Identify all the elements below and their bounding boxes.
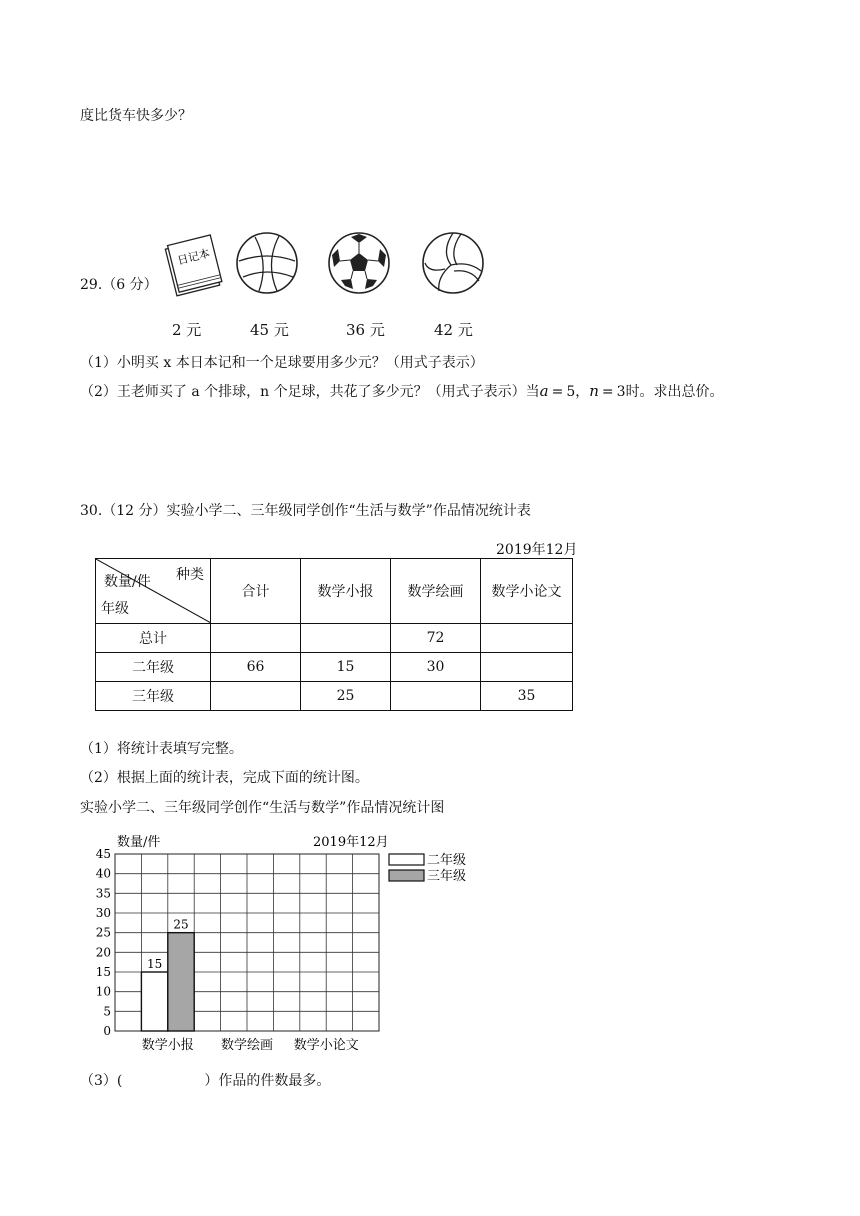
question-30-label: 30.（12 分）实验小学二、三年级同学创作“生活与数学”作品情况统计表 bbox=[80, 503, 531, 519]
table-cell[interactable] bbox=[391, 682, 481, 711]
statistics-table bbox=[95, 558, 573, 711]
y-tick-label: 45 bbox=[95, 847, 111, 861]
y-tick-label: 15 bbox=[95, 965, 111, 979]
table-column-header: 数学小论文 bbox=[481, 559, 573, 624]
table-cell[interactable] bbox=[481, 624, 573, 653]
volleyball-icon bbox=[421, 231, 485, 295]
question-29-sub1: （1）小明买 x 本日本记和一个足球要用多少元？（用式子表示） bbox=[80, 355, 484, 371]
bar-data-label: 15 bbox=[146, 957, 163, 971]
table-cell: 15 bbox=[301, 653, 391, 682]
y-tick-label: 0 bbox=[103, 1024, 111, 1038]
chart-y-ticks bbox=[96, 847, 111, 1038]
table-cell[interactable] bbox=[211, 682, 301, 711]
chart-date: 2019年12月 bbox=[313, 835, 389, 850]
table-header-corner bbox=[96, 559, 211, 624]
question-30-sub1: （1）将统计表填写完整。 bbox=[80, 741, 243, 757]
chart-x-categories bbox=[142, 1037, 359, 1053]
price-soccer-ball: 36 元 bbox=[346, 321, 385, 339]
table-column-header: 数学绘画 bbox=[391, 559, 481, 624]
table-row-label: 二年级 bbox=[96, 653, 211, 682]
corner-grade-label: 年级 bbox=[101, 601, 129, 617]
table-cell: 30 bbox=[391, 653, 481, 682]
legend-swatch bbox=[389, 870, 424, 881]
price-diary: 2 元 bbox=[172, 321, 202, 339]
y-tick-label: 30 bbox=[95, 906, 111, 920]
diary-cover-text: 日记本 bbox=[176, 246, 212, 268]
table-cell: 25 bbox=[301, 682, 391, 711]
table-row bbox=[96, 653, 573, 682]
question-29-sub2: （2）王老师买了 a 个排球，n 个足球，共花了多少元？（用式子表示）当a = 5，n = 3时。求出总价。 bbox=[80, 382, 724, 400]
diary-icon bbox=[160, 231, 226, 299]
x-category-label: 数学小论文 bbox=[293, 1038, 359, 1053]
corner-quantity-label: 数量/件 bbox=[104, 574, 151, 590]
legend-swatch bbox=[389, 854, 424, 865]
table-cell: 72 bbox=[391, 624, 481, 653]
table-cell[interactable] bbox=[211, 624, 301, 653]
legend-label: 二年级 bbox=[427, 853, 467, 868]
y-tick-label: 40 bbox=[95, 866, 111, 881]
table-cell[interactable] bbox=[301, 624, 391, 653]
chart-legend bbox=[389, 852, 466, 884]
y-tick-label: 35 bbox=[95, 886, 111, 901]
y-tick-label: 25 bbox=[95, 925, 111, 940]
y-tick-label: 20 bbox=[95, 945, 111, 960]
soccer-ball-icon bbox=[327, 231, 391, 295]
question-29-label: 29.（6 分） bbox=[80, 277, 158, 293]
table-date: 2019年12月 bbox=[496, 542, 578, 558]
table-row bbox=[96, 624, 573, 653]
price-basketball: 45 元 bbox=[250, 321, 289, 339]
table-column-header: 数学小报 bbox=[301, 559, 391, 624]
table-row-label: 总计 bbox=[96, 624, 211, 653]
question-30-sub2: （2）根据上面的统计表，完成下面的统计图。 bbox=[80, 770, 369, 786]
table-cell: 66 bbox=[211, 653, 301, 682]
table-row bbox=[96, 682, 573, 711]
question-30-sub3: （3）( ）作品的件数最多。 bbox=[80, 1073, 331, 1089]
legend-label: 三年级 bbox=[427, 869, 467, 884]
bar-二年级 bbox=[141, 972, 167, 1031]
table-cell: 35 bbox=[481, 682, 573, 711]
table-column-header: 合计 bbox=[211, 559, 301, 624]
bar-三年级 bbox=[168, 933, 194, 1031]
bar-chart bbox=[80, 826, 500, 1056]
bar-data-label: 25 bbox=[173, 917, 189, 932]
x-category-label: 数学小报 bbox=[141, 1038, 194, 1053]
x-category-label: 数学绘画 bbox=[220, 1038, 274, 1053]
basketball-icon bbox=[235, 231, 299, 295]
corner-category-label: 种类 bbox=[176, 567, 204, 583]
table-cell[interactable] bbox=[481, 653, 573, 682]
y-tick-label: 5 bbox=[103, 1004, 111, 1019]
y-tick-label: 10 bbox=[95, 984, 111, 999]
chart-y-label: 数量/件 bbox=[117, 835, 161, 850]
table-row-label: 三年级 bbox=[96, 682, 211, 711]
previous-question-tail: 度比货车快多少？ bbox=[80, 108, 192, 124]
chart-title: 实验小学二、三年级同学创作“生活与数学”作品情况统计图 bbox=[80, 800, 445, 816]
price-volleyball: 42 元 bbox=[434, 321, 473, 339]
